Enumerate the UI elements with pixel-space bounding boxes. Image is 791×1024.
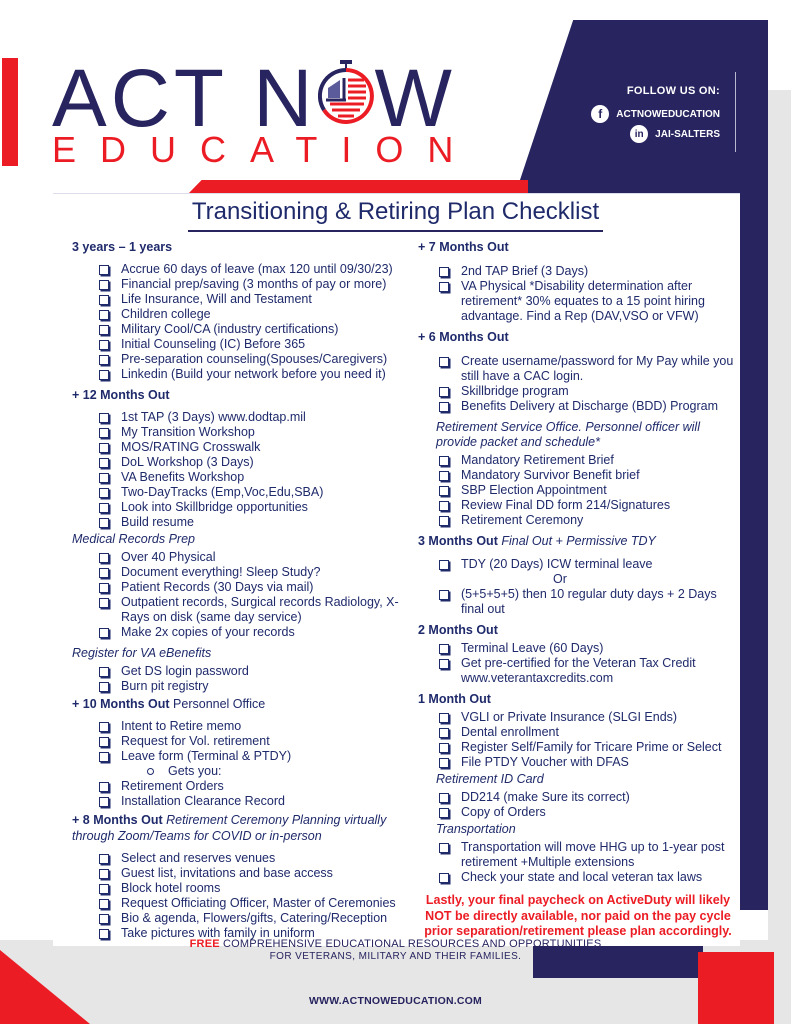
checklist-item[interactable]: Mandatory Survivor Benefit brief	[436, 468, 738, 483]
checkbox-icon[interactable]	[99, 355, 109, 365]
checklist-item[interactable]: Document everything! Sleep Study?	[96, 565, 407, 580]
right-column	[418, 240, 738, 940]
checkbox-icon[interactable]	[439, 516, 449, 526]
checkbox-icon[interactable]	[439, 456, 449, 466]
checklist	[72, 550, 407, 640]
logo-subtitle: EDUCATION	[52, 129, 478, 170]
checkbox-icon[interactable]	[439, 267, 449, 277]
checkbox-icon[interactable]	[99, 914, 109, 924]
section-heading: + 7 Months Out	[418, 240, 509, 254]
checkbox-icon[interactable]	[99, 752, 109, 762]
checklist-item[interactable]: Intent to Retire memo	[96, 719, 407, 734]
checklist-item[interactable]: My Transition Workshop	[96, 425, 407, 440]
checkbox-icon[interactable]	[439, 560, 449, 570]
stopwatch-flag-icon	[318, 58, 374, 124]
checklist-item[interactable]: Two-DayTracks (Emp,Voc,Edu,SBA)	[96, 485, 407, 500]
decorative-navy-bar	[740, 190, 768, 910]
checkbox-icon[interactable]	[99, 428, 109, 438]
divider	[735, 72, 736, 152]
facebook-icon: f	[591, 105, 609, 123]
checkbox-icon[interactable]	[439, 590, 449, 600]
checklist-item[interactable]: Take pictures with family in uniform	[96, 926, 407, 941]
checklist	[72, 410, 407, 530]
checkbox-icon[interactable]	[99, 884, 109, 894]
section-heading: + 10 Months Out Personnel Office	[72, 697, 266, 711]
checklist-item[interactable]: Retirement Orders	[96, 779, 407, 794]
checklist-item[interactable]: VA Physical *Disability determination after retirement* 30% equates to a 15 point hiring advantage. Find a Rep (DAV,VSO or VFW)	[436, 279, 738, 324]
checklist-item[interactable]: Military Cool/CA (industry certifications)	[96, 322, 407, 337]
checkbox-icon[interactable]	[99, 628, 109, 638]
checklist	[72, 851, 407, 941]
subsection-heading: Transportation	[436, 822, 516, 836]
checkbox-icon[interactable]	[439, 644, 449, 654]
checkbox-icon[interactable]	[439, 501, 449, 511]
checkbox-icon[interactable]	[99, 869, 109, 879]
checklist	[418, 264, 738, 324]
paycheck-warning: Lastly, your final paycheck on ActiveDuty will likely NOT be directly available, nor paid on the pay cycle prior separation/retirement please plan accordingly.	[424, 893, 732, 938]
checklist-item[interactable]: Retirement Ceremony	[436, 513, 738, 528]
checkbox-icon[interactable]	[439, 659, 449, 669]
checklist-item[interactable]: Make 2x copies of your records	[96, 625, 407, 640]
checkbox-icon[interactable]	[99, 568, 109, 578]
checklist-item[interactable]: Outpatient records, Surgical records Radiology, X-Rays on disk (same day service)	[96, 595, 407, 625]
checkbox-icon[interactable]	[439, 282, 449, 292]
page-title: Transitioning & Retiring Plan Checklist	[0, 198, 791, 232]
facebook-link[interactable]	[591, 105, 720, 123]
decorative-red-bar	[2, 58, 18, 166]
circle-bullet-icon	[147, 768, 154, 775]
checklist-item[interactable]: MOS/RATING Crosswalk	[96, 440, 407, 455]
checklist-item[interactable]: Initial Counseling (IC) Before 365	[96, 337, 407, 352]
checkbox-icon[interactable]	[439, 387, 449, 397]
checklist-item[interactable]: Patient Records (30 Days via mail)	[96, 580, 407, 595]
checkbox-icon[interactable]	[99, 899, 109, 909]
footer-tagline: FREE COMPREHENSIVE EDUCATIONAL RESOURCES AND OPPORTUNITIES	[189, 938, 602, 950]
checklist-item[interactable]: SBP Election Appointment	[436, 483, 738, 498]
checkbox-icon[interactable]	[439, 743, 449, 753]
checklist-item[interactable]: Request for Vol. retirement	[96, 734, 407, 749]
checkbox-icon[interactable]	[99, 310, 109, 320]
checklist-item[interactable]: Block hotel rooms	[96, 881, 407, 896]
section-heading: 3 years – 1 years	[72, 240, 173, 254]
checkbox-icon[interactable]	[99, 265, 109, 275]
checklist-item[interactable]: File PTDY Voucher with DFAS	[436, 755, 738, 770]
linkedin-link[interactable]	[630, 125, 720, 143]
checklist	[72, 779, 407, 809]
checkbox-icon[interactable]	[439, 793, 449, 803]
left-column	[72, 240, 407, 947]
checklist	[72, 262, 407, 382]
checkbox-icon[interactable]	[99, 280, 109, 290]
checkbox-icon[interactable]	[439, 758, 449, 768]
checkbox-icon[interactable]	[99, 682, 109, 692]
checklist-item[interactable]: VGLI or Private Insurance (SLGI Ends)	[436, 710, 738, 725]
checklist-item[interactable]: DD214 (make Sure its correct)	[436, 790, 738, 805]
decorative-red-square	[698, 952, 774, 1024]
checklist-item[interactable]: Check your state and local veteran tax laws	[436, 870, 738, 885]
checklist-item[interactable]: Transportation will move HHG up to 1-year post retirement +Multiple extensions	[436, 840, 738, 870]
checkbox-icon[interactable]	[439, 728, 449, 738]
checklist-item[interactable]: Get DS login password	[96, 664, 407, 679]
checkbox-icon[interactable]	[439, 486, 449, 496]
checklist	[418, 354, 738, 414]
section-heading: + 6 Months Out	[418, 330, 509, 344]
checklist-item[interactable]: Select and reserves venues	[96, 851, 407, 866]
checklist	[72, 719, 407, 764]
follow-title: FOLLOW US ON:	[626, 85, 720, 97]
checkbox-icon[interactable]	[99, 413, 109, 423]
checkbox-icon[interactable]	[99, 295, 109, 305]
checkbox-icon[interactable]	[99, 325, 109, 335]
checklist-item[interactable]: Review Final DD form 214/Signatures	[436, 498, 738, 513]
website-link[interactable]: WWW.ACTNOWEDUCATION.COM	[309, 995, 482, 1007]
checklist-item[interactable]: Financial prep/saving (3 months of pay or more)	[96, 277, 407, 292]
footer-tagline-sub: FOR VETERANS, MILITARY AND THEIR FAMILIES.	[269, 951, 522, 962]
checkbox-icon[interactable]	[99, 458, 109, 468]
or-separator: Or	[553, 572, 567, 586]
checklist-item[interactable]: VA Benefits Workshop	[96, 470, 407, 485]
section-heading: + 12 Months Out	[72, 388, 170, 402]
checklist-item[interactable]: Mandatory Retirement Brief	[436, 453, 738, 468]
checkbox-icon[interactable]	[99, 473, 109, 483]
checkbox-icon[interactable]	[99, 488, 109, 498]
checklist-item[interactable]: Terminal Leave (60 Days)	[436, 641, 738, 656]
section-heading: 1 Month Out	[418, 692, 491, 706]
checkbox-icon[interactable]	[99, 518, 109, 528]
checkbox-icon[interactable]	[99, 797, 109, 807]
checkbox-icon[interactable]	[99, 443, 109, 453]
checklist-item[interactable]: TDY (20 Days) ICW terminal leave	[436, 557, 738, 572]
logo-text-act-n: ACT N	[52, 53, 317, 144]
checklist-item[interactable]: Leave form (Terminal & PTDY)	[96, 749, 407, 764]
checkbox-icon[interactable]	[99, 553, 109, 563]
checklist-item[interactable]: Dental enrollment	[436, 725, 738, 740]
checklist-item[interactable]: Bio & agenda, Flowers/gifts, Catering/Reception	[96, 911, 407, 926]
checklist-item[interactable]: Skillbridge program	[436, 384, 738, 399]
subsection-heading: Retirement Service Office. Personnel officer will provide packet and schedule*	[436, 420, 700, 449]
checklist-item[interactable]: Build resume	[96, 515, 407, 530]
checklist-item[interactable]: Guest list, invitations and base access	[96, 866, 407, 881]
checklist-item[interactable]: 2nd TAP Brief (3 Days)	[436, 264, 738, 279]
checkbox-icon[interactable]	[439, 808, 449, 818]
checkbox-icon[interactable]	[99, 667, 109, 677]
checkbox-icon[interactable]	[439, 402, 449, 412]
subsection-heading: Retirement ID Card	[436, 772, 544, 786]
facebook-handle: ACTNOWEDUCATION	[616, 108, 720, 120]
section-heading: + 8 Months Out Retirement Ceremony Planning virtually through Zoom/Teams for COVID or in-person	[72, 813, 387, 843]
checklist-item[interactable]: Linkedin (Build your network before you need it)	[96, 367, 407, 382]
checkbox-icon[interactable]	[99, 340, 109, 350]
checklist	[72, 664, 407, 694]
checklist-item[interactable]: Life Insurance, Will and Testament	[96, 292, 407, 307]
checkbox-icon[interactable]	[99, 370, 109, 380]
checkbox-icon[interactable]	[99, 503, 109, 513]
checklist-item[interactable]: Register Self/Family for Tricare Prime or Select	[436, 740, 738, 755]
section-heading: 2 Months Out	[418, 623, 498, 637]
checklist-item[interactable]: Copy of Orders	[436, 805, 738, 820]
checkbox-icon[interactable]	[439, 713, 449, 723]
checkbox-icon[interactable]	[99, 737, 109, 747]
checkbox-icon[interactable]	[99, 583, 109, 593]
checklist-item[interactable]: Over 40 Physical	[96, 550, 407, 565]
checklist-item[interactable]: Get pre-certified for the Veteran Tax Credit www.veterantaxcredits.com	[436, 656, 738, 686]
checklist-item[interactable]: Request Officiating Officer, Master of Ceremonies	[96, 896, 407, 911]
checklist-item[interactable]: Create username/password for My Pay while you still have a CAC login.	[436, 354, 738, 384]
checkbox-icon[interactable]	[439, 471, 449, 481]
checklist	[418, 453, 738, 528]
subsection-heading: Medical Records Prep	[72, 532, 195, 546]
checklist-item[interactable]: Installation Clearance Record	[96, 794, 407, 809]
checklist-item[interactable]: Burn pit registry	[96, 679, 407, 694]
checklist	[418, 790, 738, 820]
subsection-heading: Register for VA eBenefits	[72, 646, 212, 660]
linkedin-handle: JAI-SALTERS	[655, 128, 720, 140]
logo-text-w: W	[374, 53, 456, 144]
checklist-item[interactable]: 1st TAP (3 Days) www.dodtap.mil	[96, 410, 407, 425]
checklist	[418, 840, 738, 885]
checklist-item[interactable]: (5+5+5+5) then 10 regular duty days + 2 Days final out	[436, 587, 738, 617]
checklist-item[interactable]: Children college	[96, 307, 407, 322]
logo-wordmark	[52, 53, 456, 144]
checkbox-icon[interactable]	[99, 722, 109, 732]
section-heading: 3 Months Out Final Out + Permissive TDY	[418, 534, 656, 548]
checklist	[418, 641, 738, 686]
checklist-item[interactable]: DoL Workshop (3 Days)	[96, 455, 407, 470]
linkedin-icon: in	[630, 125, 648, 143]
checklist-item[interactable]: Pre-separation counseling(Spouses/Caregivers)	[96, 352, 407, 367]
checkbox-icon[interactable]	[439, 873, 449, 883]
checklist	[418, 557, 738, 572]
checkbox-icon[interactable]	[99, 782, 109, 792]
checkbox-icon[interactable]	[99, 598, 109, 608]
checkbox-icon[interactable]	[439, 843, 449, 853]
checklist	[418, 710, 738, 770]
checklist-item[interactable]: Look into Skillbridge opportunities	[96, 500, 407, 515]
checklist-item[interactable]: Benefits Delivery at Discharge (BDD) Program	[436, 399, 738, 414]
checkbox-icon[interactable]	[99, 854, 109, 864]
checklist	[418, 587, 738, 617]
checklist-item[interactable]: Accrue 60 days of leave (max 120 until 09/30/23)	[96, 262, 407, 277]
sub-bullet: Gets you:	[72, 764, 407, 779]
decorative-red-stripe	[188, 180, 528, 194]
checkbox-icon[interactable]	[439, 357, 449, 367]
